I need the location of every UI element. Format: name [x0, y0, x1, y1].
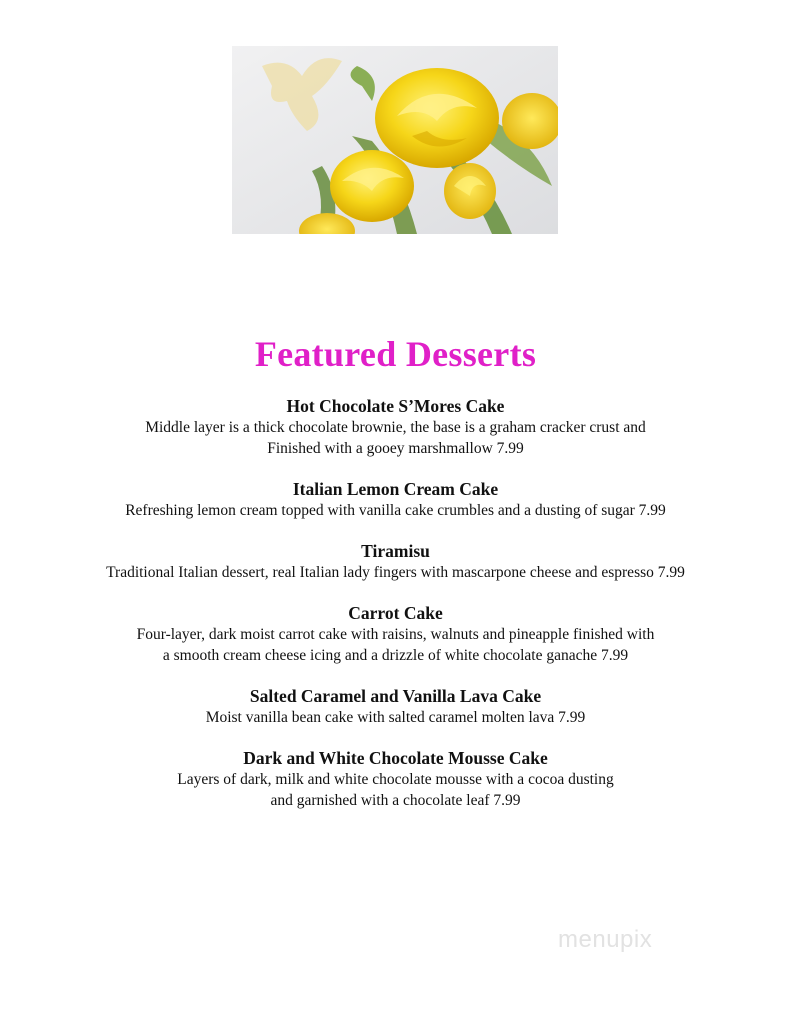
menu-item-name: Carrot Cake — [348, 603, 443, 623]
menu-item-name: Salted Caramel and Vanilla Lava Cake — [249, 686, 542, 706]
menu-item-name: Tiramisu — [361, 541, 430, 561]
menu-item-description: Traditional Italian dessert, real Italian lady fingers with mascarpone cheese and espresso 7.99 — [106, 564, 685, 581]
menu-item-name: Hot Chocolate S’Mores Cake — [286, 396, 505, 416]
menu-item — [0, 747, 791, 811]
menu-item-description: Four-layer, dark moist carrot cake with raisins, walnuts and pineapple finished with a smooth cream cheese icing and a drizzle of white chocolate ganache 7.99 — [136, 626, 655, 664]
menu-item-description: Middle layer is a thick chocolate brownie, the base is a graham cracker crust and Finished with a gooey marshmallow 7.99 — [145, 419, 646, 457]
menu-item-description: Refreshing lemon cream topped with vanilla cake crumbles and a dusting of sugar 7.99 — [125, 502, 666, 519]
dessert-list — [0, 395, 791, 811]
menu-item — [0, 395, 791, 459]
yellow-roses-photo — [232, 46, 558, 234]
menu-title: Featured Desserts — [254, 334, 537, 374]
menupix-watermark: menupix — [558, 926, 653, 953]
menu-item — [0, 685, 791, 728]
menu-item — [0, 478, 791, 521]
menu-item — [0, 540, 791, 583]
menu-item-name: Italian Lemon Cream Cake — [292, 479, 499, 499]
menu-item-name: Dark and White Chocolate Mousse Cake — [243, 748, 548, 768]
menu-item-description: Moist vanilla bean cake with salted caramel molten lava 7.99 — [205, 709, 586, 726]
menu-item — [0, 602, 791, 666]
menu-item-description: Layers of dark, milk and white chocolate mousse with a cocoa dusting and garnished with a chocolate leaf 7.99 — [177, 771, 614, 809]
